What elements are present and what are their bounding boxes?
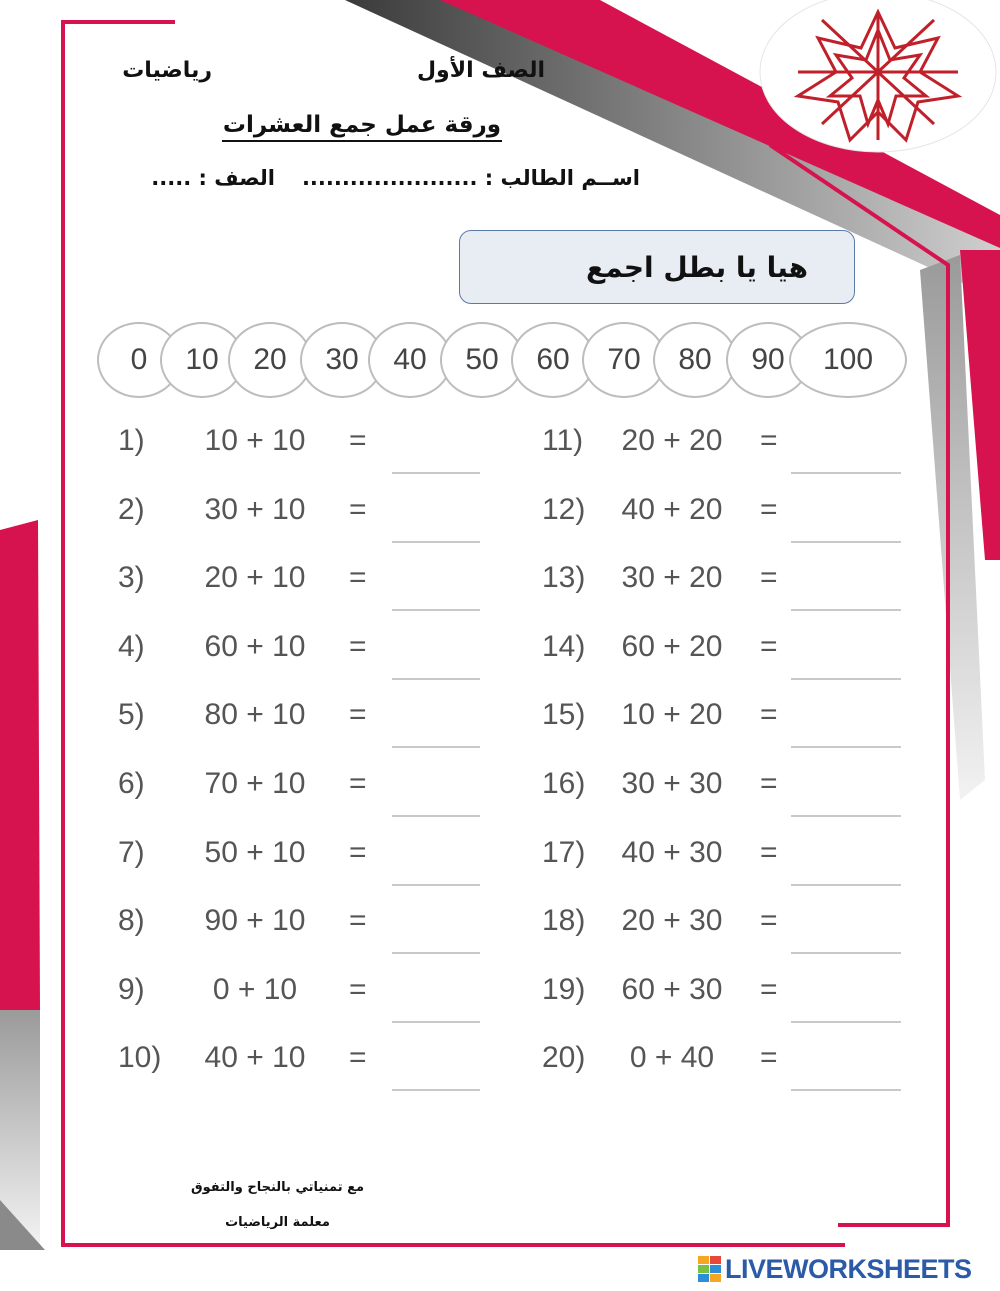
problem-number: 4)	[118, 629, 145, 663]
equals-sign: =	[349, 835, 367, 869]
problem-number: 17)	[542, 835, 586, 869]
equals-sign: =	[349, 904, 367, 938]
liveworksheets-logo	[698, 1254, 972, 1284]
number-line-circle: 30	[300, 322, 384, 398]
number-line-circle: 90	[726, 322, 810, 398]
equals-sign: =	[349, 698, 367, 732]
equals-sign: =	[760, 424, 778, 457]
problem-number: 15)	[542, 698, 586, 732]
student-name-field[interactable]: اســم الطالب : ......................	[301, 166, 640, 190]
equals-sign: =	[760, 767, 778, 800]
problem-number: 13)	[542, 561, 586, 595]
grade-label: الصف الأول	[416, 58, 545, 83]
problem-expression: 30 + 20	[621, 561, 723, 595]
problem-number: 14)	[542, 629, 586, 663]
problem-expression: 60 + 20	[621, 629, 723, 663]
class-field[interactable]: الصف : .....	[151, 166, 275, 190]
answer-line[interactable]	[392, 952, 480, 954]
answer-line[interactable]	[392, 1021, 480, 1023]
answer-line[interactable]	[392, 815, 480, 817]
problem-expression: 20 + 10	[204, 561, 306, 595]
problem-expression: 50 + 10	[204, 835, 306, 869]
problem-number: 20)	[542, 1041, 586, 1075]
problem-expression: 90 + 10	[204, 904, 306, 938]
equals-sign: =	[760, 972, 778, 1006]
problem-expression: 40 + 10	[204, 1041, 306, 1075]
equals-sign: =	[760, 1041, 778, 1075]
problem-number: 19)	[542, 972, 586, 1006]
answer-line[interactable]	[392, 1089, 480, 1091]
problem-expression: 10 + 10	[204, 424, 306, 457]
problem-expression: 40 + 20	[621, 492, 723, 526]
problem-number: 9)	[118, 972, 145, 1006]
number-line-circle: 70	[582, 322, 666, 398]
problem-number: 8)	[118, 904, 145, 938]
number-line-circle: 100	[789, 322, 907, 398]
subject-label: رياضيات	[122, 58, 212, 83]
number-line-circle: 60	[511, 322, 595, 398]
answer-line[interactable]	[791, 952, 901, 954]
equals-sign: =	[349, 561, 367, 595]
answer-line[interactable]	[791, 472, 901, 474]
problem-expression: 10 + 20	[621, 698, 723, 732]
answer-line[interactable]	[791, 678, 901, 680]
problem-expression: 0 + 10	[212, 972, 298, 1006]
left-pink-band	[0, 520, 40, 1010]
number-line-circle: 50	[440, 322, 524, 398]
equals-sign: =	[760, 561, 778, 595]
problem-expression: 80 + 10	[204, 698, 306, 732]
number-line-circle: 80	[653, 322, 737, 398]
equals-sign: =	[760, 492, 778, 526]
problem-number: 18)	[542, 904, 586, 938]
problem-expression: 30 + 10	[204, 492, 306, 526]
answer-line[interactable]	[791, 1089, 901, 1091]
answer-line[interactable]	[791, 884, 901, 886]
problem-expression: 60 + 10	[204, 629, 306, 663]
answer-line[interactable]	[392, 472, 480, 474]
problem-expression: 70 + 10	[204, 767, 306, 800]
problem-number: 2)	[118, 492, 145, 526]
number-line-circle: 10	[160, 322, 244, 398]
answer-line[interactable]	[392, 609, 480, 611]
answer-line[interactable]	[791, 815, 901, 817]
problem-number: 7)	[118, 835, 145, 869]
equals-sign: =	[349, 767, 367, 800]
problem-expression: 0 + 40	[629, 1041, 715, 1075]
answer-line[interactable]	[392, 746, 480, 748]
answer-line[interactable]	[791, 746, 901, 748]
answer-line[interactable]	[791, 541, 901, 543]
problem-number: 1)	[118, 424, 145, 457]
frame-right-line	[770, 145, 948, 1225]
equals-sign: =	[760, 629, 778, 663]
problem-expression: 60 + 30	[621, 972, 723, 1006]
answer-line[interactable]	[791, 609, 901, 611]
equals-sign: =	[349, 1041, 367, 1075]
answer-line[interactable]	[392, 541, 480, 543]
equals-sign: =	[760, 904, 778, 938]
footer-teacher: معلمة الرياضيات	[225, 1215, 330, 1230]
footer-wish: مع تمنياتي بالنجاح والتفوق	[190, 1180, 365, 1195]
problem-number: 5)	[118, 698, 145, 732]
brand-blocks-icon	[698, 1256, 722, 1282]
problem-number: 11)	[542, 424, 584, 457]
number-line-circle: 40	[368, 322, 452, 398]
problem-expression: 40 + 30	[621, 835, 723, 869]
equals-sign: =	[349, 424, 367, 457]
number-line-circle: 20	[228, 322, 312, 398]
problem-expression: 20 + 20	[621, 424, 723, 457]
problem-number: 12)	[542, 492, 586, 526]
banner-text: هيا يا بطل اجمع	[585, 250, 809, 284]
problem-number: 16)	[542, 767, 586, 800]
problem-number: 3)	[118, 561, 145, 595]
brand-text: LIVEWORKSHEETS	[725, 1253, 972, 1284]
equals-sign: =	[760, 835, 778, 869]
answer-line[interactable]	[392, 678, 480, 680]
worksheet-title: ورقة عمل جمع العشرات	[222, 112, 502, 142]
equals-sign: =	[349, 492, 367, 526]
problem-number: 6)	[118, 767, 145, 800]
problem-expression: 30 + 30	[621, 767, 723, 800]
problem-expression: 20 + 30	[621, 904, 723, 938]
problem-number: 10)	[118, 1041, 162, 1075]
equals-sign: =	[349, 972, 367, 1006]
number-line-circle: 0	[97, 322, 181, 398]
banner-box	[459, 230, 855, 304]
equals-sign: =	[349, 629, 367, 663]
equals-sign: =	[760, 698, 778, 732]
answer-line[interactable]	[791, 1021, 901, 1023]
answer-line[interactable]	[392, 884, 480, 886]
